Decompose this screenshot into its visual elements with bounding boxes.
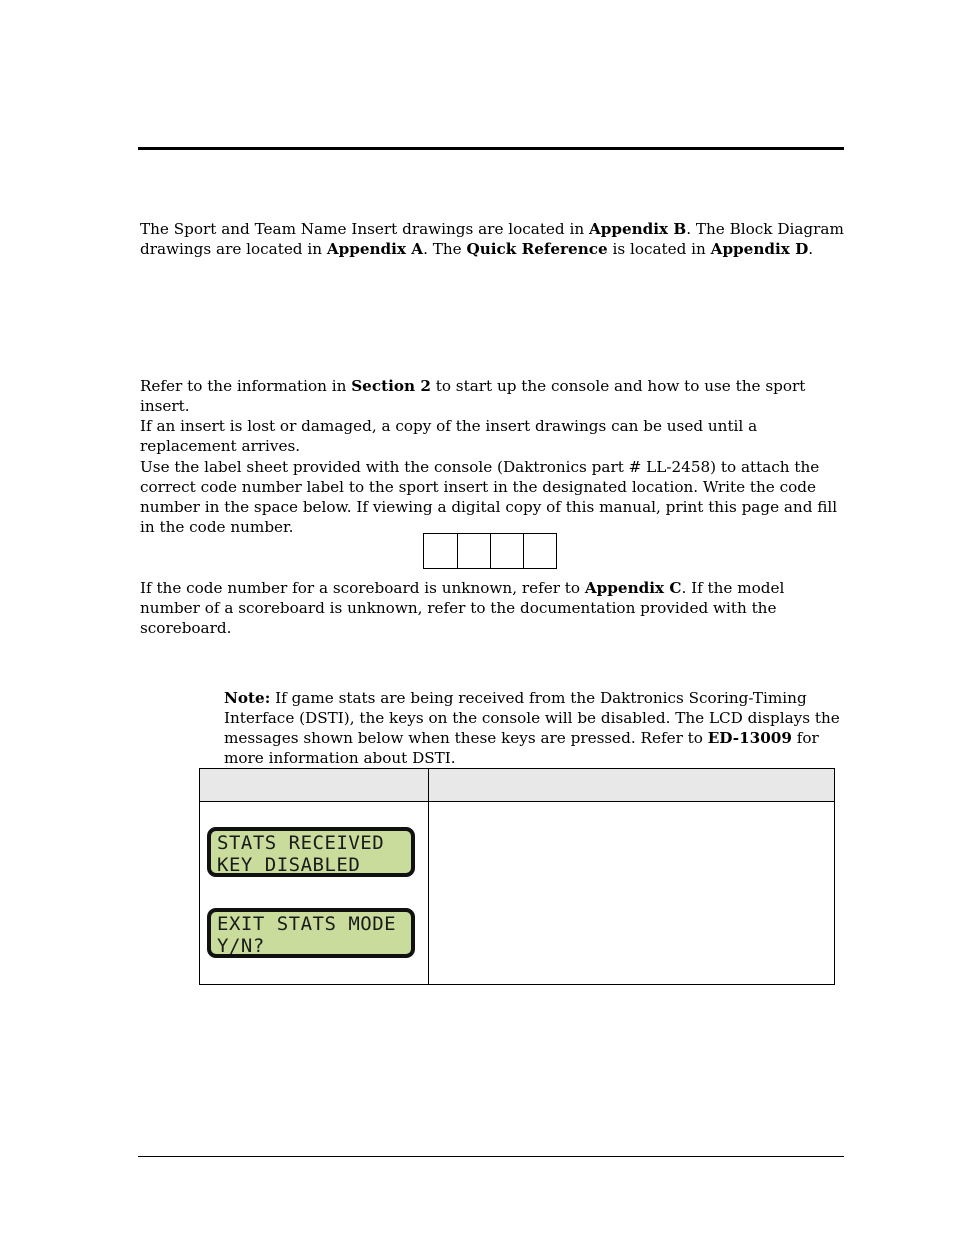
lcd-line: KEY DISABLED bbox=[217, 854, 361, 876]
code-digit-box[interactable] bbox=[424, 534, 457, 568]
label-sheet-paragraph: Use the label sheet provided with the console (Daktronics part # LL-2458) to attach the correct code number label to the sport insert in the designated location. Write the code number in the space below. If viewing a digital copy of this manual, print this page and fill in the code number. bbox=[140, 458, 838, 536]
lcd-line: EXIT STATS MODE bbox=[217, 913, 397, 935]
lcd-line: Y/N? bbox=[217, 935, 265, 957]
lcd-display-exit-stats bbox=[207, 908, 415, 958]
lcd-messages-table bbox=[199, 768, 835, 985]
code-digit-box[interactable] bbox=[457, 534, 490, 568]
intro-paragraph: The Sport and Team Name Insert drawings are located in Appendix B. The Block Diagram drawings are located in Appendix A. The Quick Reference is located in Appendix D. bbox=[140, 220, 844, 258]
table-header-cell bbox=[429, 769, 835, 802]
table-header-cell bbox=[200, 769, 429, 802]
dsti-note: Note: If game stats are being received from the Daktronics Scoring-Timing Interface (DSTI), the keys on the console will be disabled. The LCD displays the messages shown below when these keys are pressed. Refer to ED-13009 for more information about DSTI. bbox=[224, 689, 840, 767]
lost-insert-paragraph: If an insert is lost or damaged, a copy of the insert drawings can be used until a replacement arrives. bbox=[140, 417, 758, 455]
description-cell bbox=[429, 802, 835, 985]
header-rule bbox=[138, 147, 844, 150]
footer-rule bbox=[138, 1156, 844, 1157]
code-number-boxes[interactable] bbox=[423, 533, 557, 569]
lcd-line: STATS RECEIVED bbox=[217, 832, 385, 854]
table-row bbox=[200, 802, 835, 985]
table-header-row bbox=[200, 769, 835, 802]
refer-paragraph: Refer to the information in Section 2 to start up the console and how to use the sport insert. bbox=[140, 377, 806, 415]
lcd-display-stats-received bbox=[207, 827, 415, 877]
lcd-cell bbox=[200, 802, 429, 985]
code-unknown-paragraph: If the code number for a scoreboard is unknown, refer to Appendix C. If the model number of a scoreboard is unknown, refer to the documentation provided with the scoreboard. bbox=[140, 579, 785, 637]
code-digit-box[interactable] bbox=[490, 534, 523, 568]
code-digit-box[interactable] bbox=[523, 534, 556, 568]
